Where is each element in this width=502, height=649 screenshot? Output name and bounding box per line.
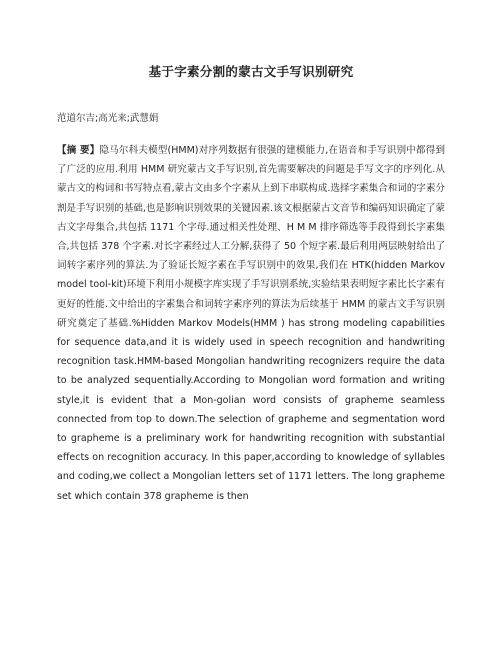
abstract-text: 隐马尔科夫模型(HMM)对序列数据有很强的建模能力,在语音和手写识别中都得到了广泛的应用.利用 HMM 研究蒙古文手写识别,首先需要解决的问题是手写文字的序列化.从蒙古文的构词和书写特点看,蒙古文由多个字素从上到下串联构成.选择字素集合和词的字素分割是手写识别的基础,也是影响识别效果的关键因素.该文根据蒙古文音节和编码知识确定了蒙古文字母集合,共包括 1171 个字母.通过相关性处理、H M M 排序筛选等手段得到长字素集合,共包括 378 个字素.对长字素经过人工分解,获得了 50 个短字素.最后利用两层映射给出了词转字素序列的算法.为了验证长短字素在手写识别中的效果,我们在 HTK(hidden Markov model tool-kit)环境下利用小规模字库实现了手写识别系统,实验结果表明短字素比长字素有更好的性能.文中给出的字素集合和词转字素序列的算法为后续基于 HMM 的蒙古文手写识别研究奠定了基础.%Hidden Markov Models(HMM ) has strong modeling capabilities for sequence data,and it is widely used in speech recognition and handwriting recognition task.HMM-based Mongolian handwriting recognizers require the data to be analyzed sequentially.According to Mongolian word formation and writing style,it is evident that a Mon-golian word consists of grapheme seamless connected from top to down.The selection of grapheme and segmentation word to grapheme is a preliminary work for handwriting recognition with substantial effects on recognition accuracy. In this paper,according to knowledge of syllables and coding,we collect a Mongolian letters set of 1171 letters. The long grapheme set which contain 378 grapheme is then <box>57 145 445 502</box>
paper-authors: 范道尔吉;高光来;武慧娟 <box>57 113 159 124</box>
paper-title: 基于字素分割的蒙古文手写识别研究 <box>148 64 354 79</box>
abstract-paragraph <box>57 141 445 506</box>
abstract-label: 【摘 要】 <box>57 145 100 156</box>
